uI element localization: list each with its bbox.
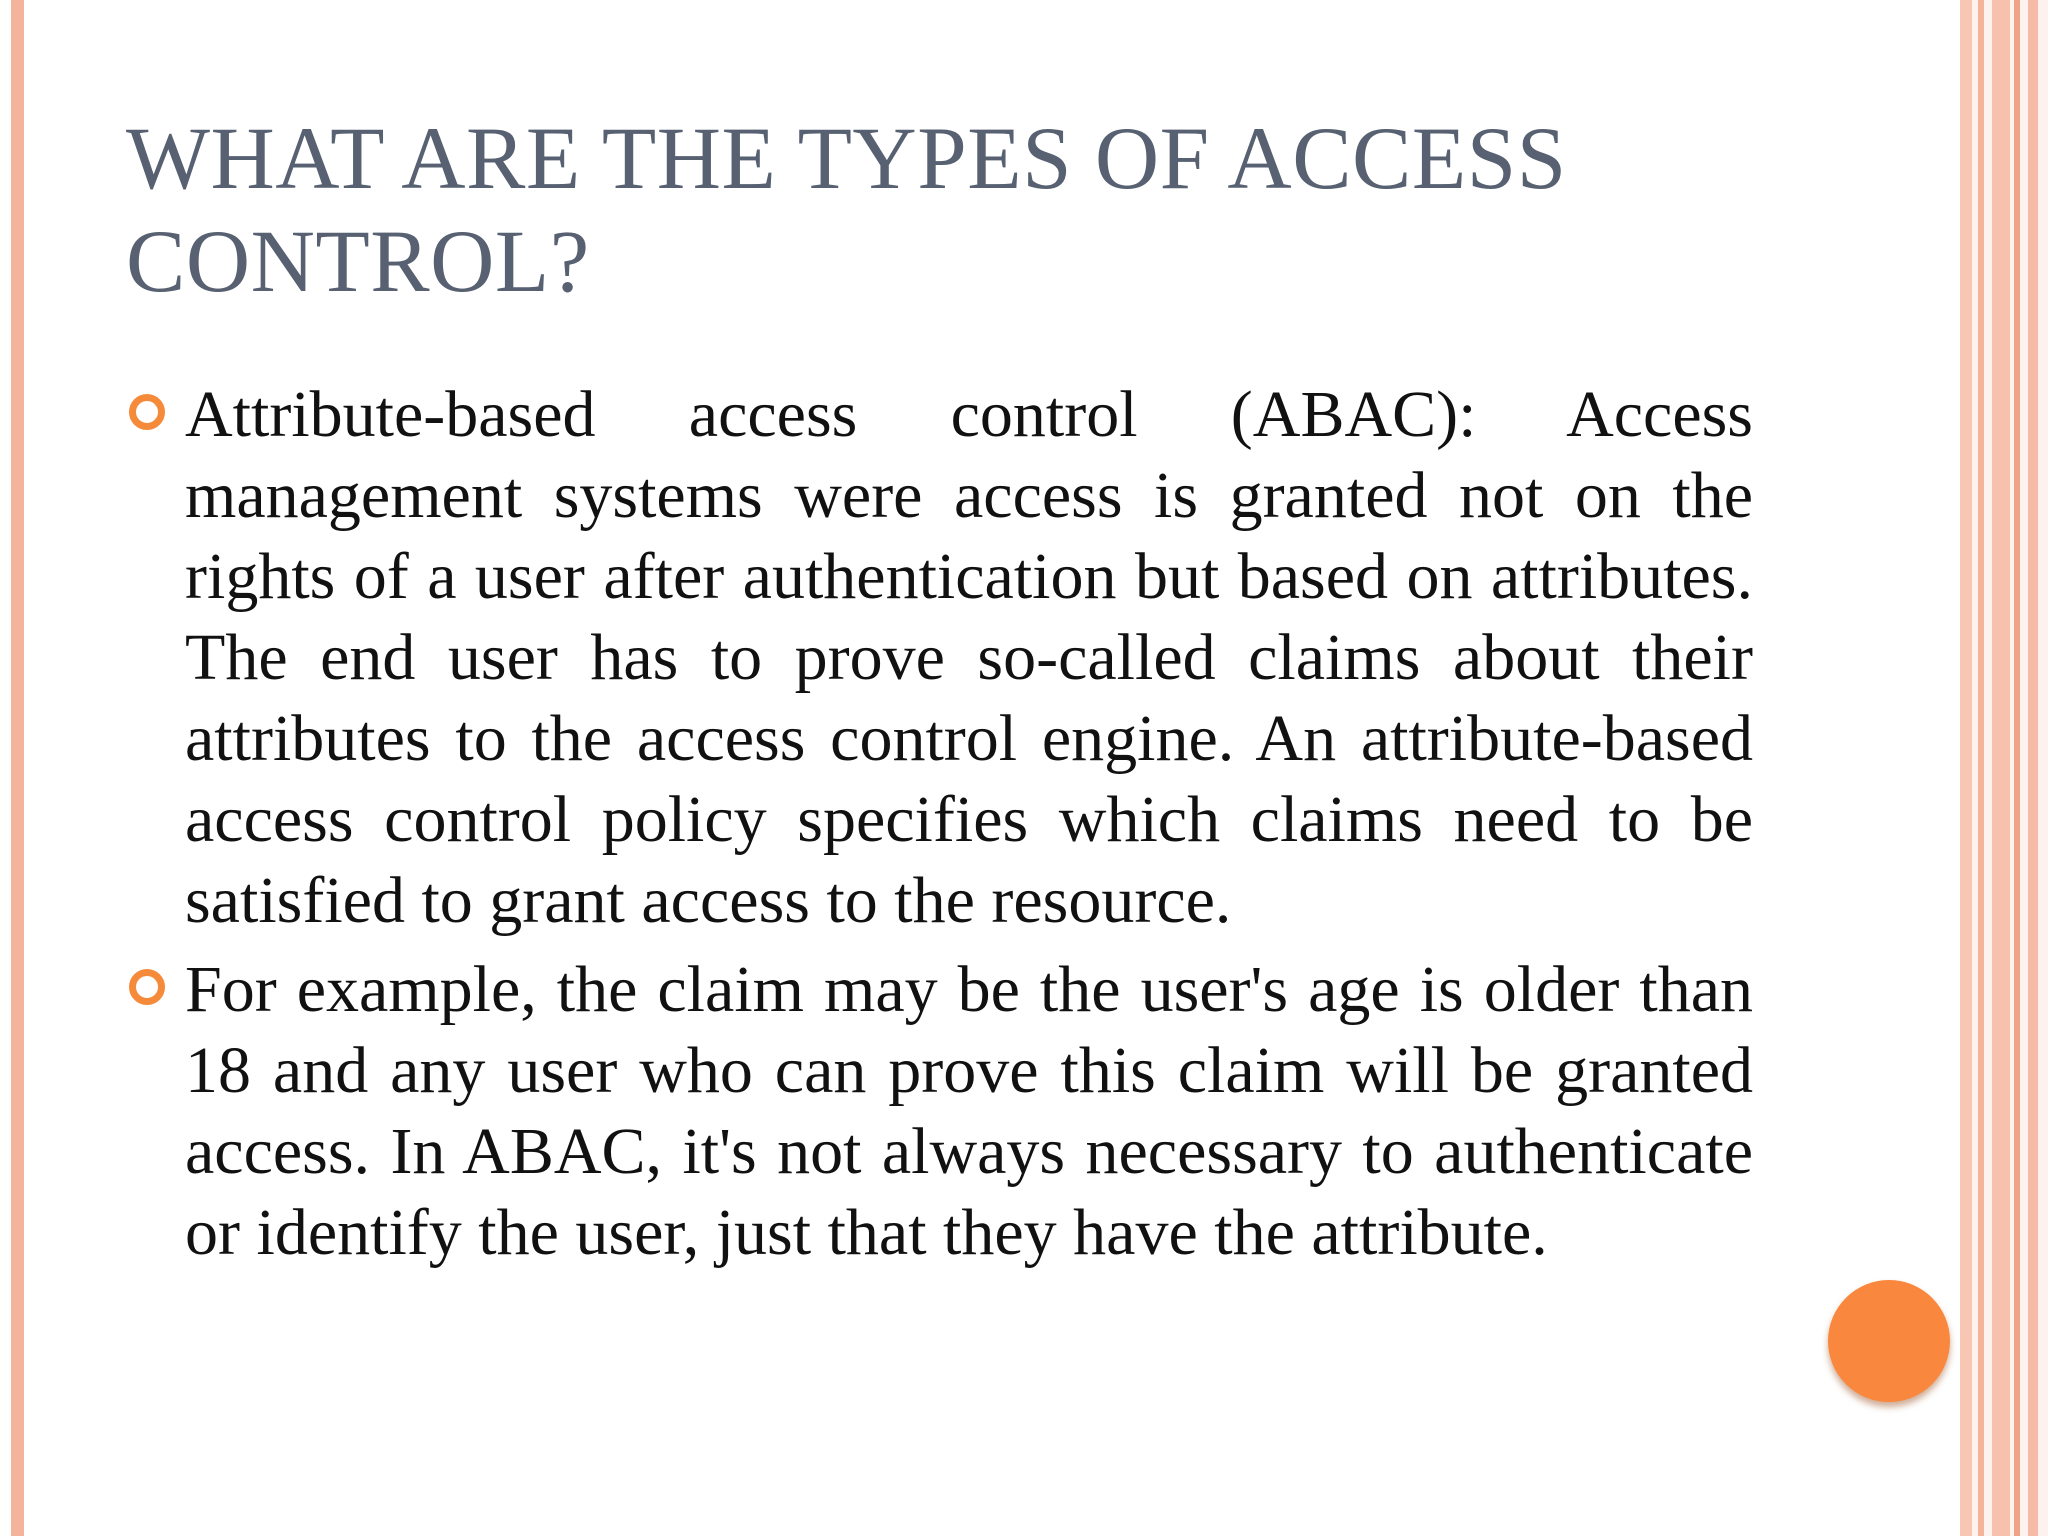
circle-bullet-icon <box>129 394 165 430</box>
right-border-stripe <box>1992 0 2010 1536</box>
slide-title: WHAT ARE THE TYPES OF ACCESS CONTROL? <box>126 110 1567 311</box>
bullet-item <box>185 374 1753 941</box>
right-border-stripe <box>1960 0 1972 1536</box>
circle-bullet-icon <box>129 969 165 1005</box>
right-border-stripe <box>2028 0 2038 1536</box>
right-border-stripe <box>2014 0 2020 1536</box>
bullet-list <box>0 374 1760 1273</box>
orange-circle-icon <box>1828 1280 1950 1402</box>
bullet-item <box>185 949 1753 1273</box>
bullet-text: Attribute-based access control (ABAC): Access management systems were access is granted not on the rights of a user after authentication but based on attributes. The end user has to prove so-called claims about their attributes to the access control engine. An attribute-based access control policy specifies which claims need to be satisfied to grant access to the resource. <box>185 378 1753 937</box>
right-border-stripe <box>1978 0 1984 1536</box>
bullet-text: For example, the claim may be the user's age is older than 18 and any user who can prove this claim will be granted access. In ABAC, it's not always necessary to authenticate or identify the user, just that they have the attribute. <box>185 953 1753 1269</box>
